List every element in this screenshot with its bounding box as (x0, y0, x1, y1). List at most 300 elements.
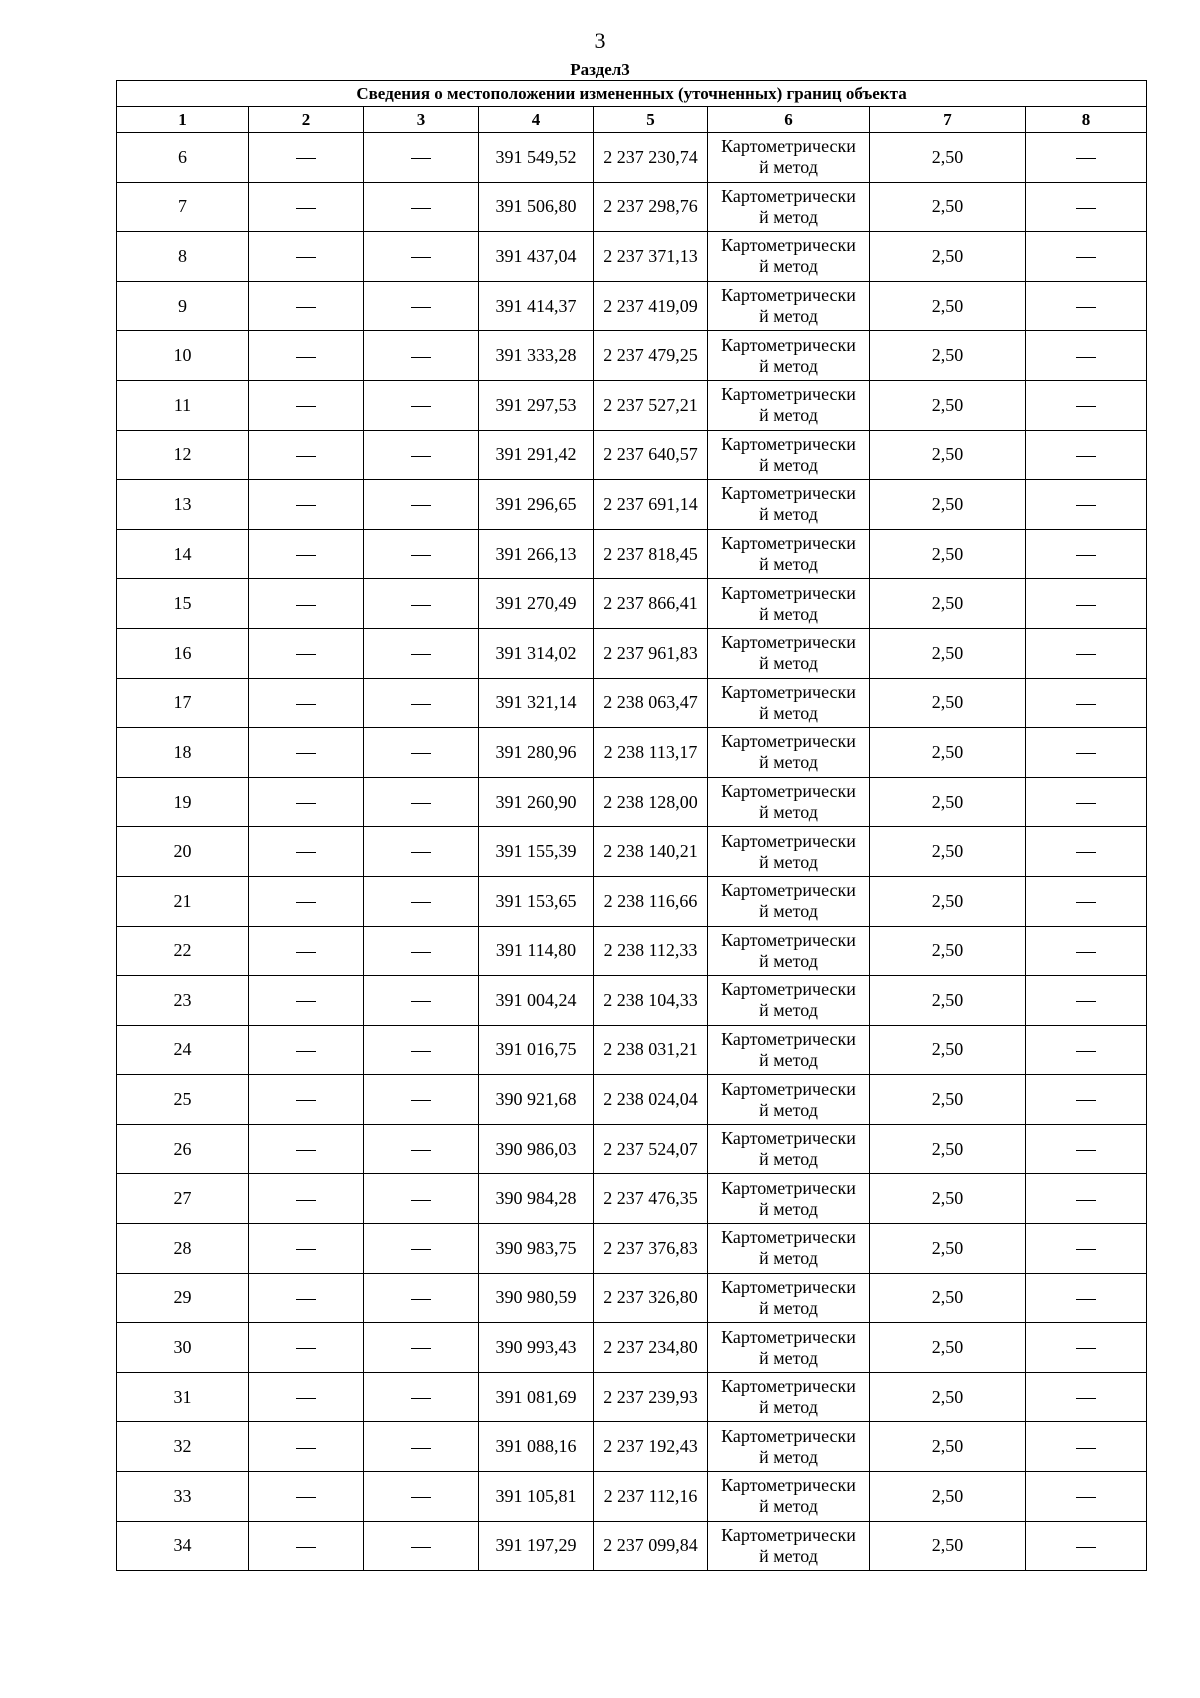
method-text-line2: й метод (759, 504, 818, 525)
dash-mark (1076, 1547, 1096, 1548)
point-number: 18 (117, 728, 249, 778)
method-cell (708, 380, 870, 430)
coordinate-x: 391 506,80 (479, 182, 594, 232)
dash-mark (296, 158, 316, 159)
empty-cell-col2 (249, 628, 364, 678)
coordinate-y: 2 238 104,33 (594, 976, 708, 1026)
method-cell (708, 1372, 870, 1422)
empty-cell-col8 (1026, 1273, 1147, 1323)
method-text-line2: й метод (759, 1446, 818, 1467)
coordinate-x: 391 333,28 (479, 331, 594, 381)
column-number: 1 (117, 107, 249, 133)
empty-cell-col3 (364, 777, 479, 827)
accuracy-value: 2,50 (870, 529, 1026, 579)
method-text-line1: Картометрически (721, 235, 856, 256)
method-cell (708, 1025, 870, 1075)
dash-mark (411, 456, 431, 457)
accuracy-value: 2,50 (870, 133, 1026, 183)
dash-mark (411, 1001, 431, 1002)
method-text-line1: Картометрически (721, 1376, 856, 1397)
boundary-coordinates-table (116, 80, 1147, 1571)
coordinate-x: 391 437,04 (479, 232, 594, 282)
method-cell (708, 1273, 870, 1323)
point-number: 34 (117, 1521, 249, 1571)
dash-mark (411, 1249, 431, 1250)
dash-mark (1076, 605, 1096, 606)
empty-cell-col8 (1026, 480, 1147, 530)
empty-cell-col3 (364, 1372, 479, 1422)
dash-mark (296, 1249, 316, 1250)
method-text-line2: й метод (759, 603, 818, 624)
dash-mark (1076, 852, 1096, 853)
method-cell (708, 827, 870, 877)
table-row (117, 232, 1147, 282)
point-number: 29 (117, 1273, 249, 1323)
dash-mark (1076, 1497, 1096, 1498)
empty-cell-col3 (364, 628, 479, 678)
coordinate-y: 2 237 640,57 (594, 430, 708, 480)
column-number-row (117, 107, 1147, 133)
method-text-line1: Картометрически (721, 433, 856, 454)
dash-mark (411, 605, 431, 606)
method-cell (708, 1124, 870, 1174)
dash-mark (411, 1051, 431, 1052)
coordinate-y: 2 237 112,16 (594, 1472, 708, 1522)
dash-mark (296, 307, 316, 308)
section-title: Раздел3 (570, 60, 630, 79)
method-text-line2: й метод (759, 1099, 818, 1120)
coordinate-x: 390 980,59 (479, 1273, 594, 1323)
coordinate-x: 391 270,49 (479, 579, 594, 629)
dash-mark (1076, 555, 1096, 556)
empty-cell-col3 (364, 480, 479, 530)
dash-mark (296, 555, 316, 556)
empty-cell-col8 (1026, 182, 1147, 232)
method-text-line1: Картометрически (721, 781, 856, 802)
coordinate-x: 391 081,69 (479, 1372, 594, 1422)
method-text-line1: Картометрически (721, 1326, 856, 1347)
method-text-line2: й метод (759, 1198, 818, 1219)
method-cell (708, 728, 870, 778)
accuracy-value: 2,50 (870, 182, 1026, 232)
empty-cell-col3 (364, 728, 479, 778)
table-row (117, 1273, 1147, 1323)
method-cell (708, 628, 870, 678)
empty-cell-col8 (1026, 976, 1147, 1026)
accuracy-value: 2,50 (870, 876, 1026, 926)
coordinate-x: 391 153,65 (479, 876, 594, 926)
empty-cell-col3 (364, 976, 479, 1026)
table-row (117, 1224, 1147, 1274)
empty-cell-col2 (249, 182, 364, 232)
method-text-line1: Картометрически (721, 334, 856, 355)
coordinate-x: 391 280,96 (479, 728, 594, 778)
dash-mark (411, 803, 431, 804)
empty-cell-col3 (364, 1521, 479, 1571)
table-row (117, 628, 1147, 678)
point-number: 24 (117, 1025, 249, 1075)
empty-cell-col2 (249, 579, 364, 629)
table-row (117, 926, 1147, 976)
coordinate-x: 390 921,68 (479, 1075, 594, 1125)
accuracy-value: 2,50 (870, 380, 1026, 430)
point-number: 31 (117, 1372, 249, 1422)
method-text-line1: Картометрически (721, 1227, 856, 1248)
method-text-line2: й метод (759, 405, 818, 426)
accuracy-value: 2,50 (870, 480, 1026, 530)
coordinate-y: 2 237 230,74 (594, 133, 708, 183)
table-row (117, 529, 1147, 579)
accuracy-value: 2,50 (870, 1124, 1026, 1174)
empty-cell-col8 (1026, 1224, 1147, 1274)
coordinate-x: 391 088,16 (479, 1422, 594, 1472)
dash-mark (296, 1348, 316, 1349)
coordinate-x: 391 297,53 (479, 380, 594, 430)
empty-cell-col3 (364, 232, 479, 282)
point-number: 19 (117, 777, 249, 827)
empty-cell-col2 (249, 728, 364, 778)
coordinate-y: 2 237 192,43 (594, 1422, 708, 1472)
empty-cell-col8 (1026, 1521, 1147, 1571)
dash-mark (296, 1100, 316, 1101)
method-cell (708, 1472, 870, 1522)
empty-cell-col2 (249, 480, 364, 530)
table-row (117, 1372, 1147, 1422)
empty-cell-col8 (1026, 579, 1147, 629)
dash-mark (296, 456, 316, 457)
empty-cell-col2 (249, 678, 364, 728)
dash-mark (296, 1051, 316, 1052)
dash-mark (411, 704, 431, 705)
empty-cell-col3 (364, 529, 479, 579)
table-row (117, 1174, 1147, 1224)
dash-mark (1076, 1398, 1096, 1399)
coordinate-x: 390 993,43 (479, 1323, 594, 1373)
method-cell (708, 876, 870, 926)
coordinate-y: 2 237 527,21 (594, 380, 708, 430)
empty-cell-col8 (1026, 1372, 1147, 1422)
empty-cell-col2 (249, 1273, 364, 1323)
coordinate-y: 2 237 239,93 (594, 1372, 708, 1422)
dash-mark (411, 1100, 431, 1101)
point-number: 8 (117, 232, 249, 282)
dash-mark (296, 952, 316, 953)
method-text-line1: Картометрически (721, 185, 856, 206)
coordinate-y: 2 238 031,21 (594, 1025, 708, 1075)
empty-cell-col3 (364, 281, 479, 331)
method-text-line2: й метод (759, 752, 818, 773)
method-text-line2: й метод (759, 355, 818, 376)
empty-cell-col2 (249, 1224, 364, 1274)
dash-mark (1076, 902, 1096, 903)
empty-cell-col2 (249, 430, 364, 480)
method-cell (708, 480, 870, 530)
column-number: 5 (594, 107, 708, 133)
dash-mark (296, 1497, 316, 1498)
empty-cell-col3 (364, 182, 479, 232)
coordinate-y: 2 237 818,45 (594, 529, 708, 579)
method-text-line2: й метод (759, 1049, 818, 1070)
empty-cell-col2 (249, 1472, 364, 1522)
empty-cell-col3 (364, 1025, 479, 1075)
dash-mark (296, 1398, 316, 1399)
empty-cell-col8 (1026, 232, 1147, 282)
table-row (117, 728, 1147, 778)
dash-mark (411, 952, 431, 953)
dash-mark (296, 357, 316, 358)
method-cell (708, 182, 870, 232)
dash-mark (296, 654, 316, 655)
accuracy-value: 2,50 (870, 628, 1026, 678)
empty-cell-col2 (249, 976, 364, 1026)
coordinate-y: 2 237 479,25 (594, 331, 708, 381)
dash-mark (296, 902, 316, 903)
accuracy-value: 2,50 (870, 678, 1026, 728)
empty-cell-col3 (364, 331, 479, 381)
table-row (117, 1124, 1147, 1174)
dash-mark (411, 257, 431, 258)
method-text-line1: Картометрически (721, 136, 856, 157)
accuracy-value: 2,50 (870, 1472, 1026, 1522)
dash-mark (411, 1398, 431, 1399)
method-text-line2: й метод (759, 1397, 818, 1418)
empty-cell-col2 (249, 1422, 364, 1472)
dash-mark (411, 1150, 431, 1151)
coordinate-x: 391 004,24 (479, 976, 594, 1026)
coordinate-y: 2 237 476,35 (594, 1174, 708, 1224)
table-row (117, 777, 1147, 827)
empty-cell-col8 (1026, 1075, 1147, 1125)
dash-mark (296, 803, 316, 804)
method-text-line1: Картометрически (721, 1177, 856, 1198)
method-text-line2: й метод (759, 653, 818, 674)
method-text-line1: Картометрически (721, 582, 856, 603)
method-text-line1: Картометрически (721, 533, 856, 554)
point-number: 15 (117, 579, 249, 629)
dash-mark (1076, 1348, 1096, 1349)
empty-cell-col3 (364, 380, 479, 430)
dash-mark (296, 852, 316, 853)
method-text-line2: й метод (759, 1000, 818, 1021)
dash-mark (1076, 456, 1096, 457)
point-number: 10 (117, 331, 249, 381)
empty-cell-col8 (1026, 876, 1147, 926)
method-cell (708, 281, 870, 331)
dash-mark (296, 1001, 316, 1002)
empty-cell-col3 (364, 876, 479, 926)
accuracy-value: 2,50 (870, 1422, 1026, 1472)
point-number: 28 (117, 1224, 249, 1274)
dash-mark (1076, 1100, 1096, 1101)
dash-mark (411, 902, 431, 903)
dash-mark (1076, 406, 1096, 407)
empty-cell-col3 (364, 1273, 479, 1323)
coordinate-x: 391 197,29 (479, 1521, 594, 1571)
empty-cell-col8 (1026, 133, 1147, 183)
method-text-line1: Картометрически (721, 1078, 856, 1099)
point-number: 11 (117, 380, 249, 430)
method-text-line1: Картометрически (721, 681, 856, 702)
dash-mark (1076, 704, 1096, 705)
empty-cell-col3 (364, 430, 479, 480)
method-text-line2: й метод (759, 702, 818, 723)
empty-cell-col8 (1026, 331, 1147, 381)
dash-mark (411, 357, 431, 358)
empty-cell-col8 (1026, 827, 1147, 877)
method-text-line1: Картометрически (721, 384, 856, 405)
empty-cell-col3 (364, 1075, 479, 1125)
table-row (117, 331, 1147, 381)
accuracy-value: 2,50 (870, 827, 1026, 877)
empty-cell-col2 (249, 1323, 364, 1373)
dash-mark (411, 1348, 431, 1349)
point-number: 7 (117, 182, 249, 232)
coordinate-y: 2 238 113,17 (594, 728, 708, 778)
table-row (117, 1472, 1147, 1522)
accuracy-value: 2,50 (870, 232, 1026, 282)
empty-cell-col8 (1026, 926, 1147, 976)
dash-mark (1076, 1001, 1096, 1002)
point-number: 25 (117, 1075, 249, 1125)
coordinate-y: 2 237 691,14 (594, 480, 708, 530)
empty-cell-col2 (249, 1124, 364, 1174)
coordinate-y: 2 238 024,04 (594, 1075, 708, 1125)
method-text-line1: Картометрически (721, 830, 856, 851)
table-row (117, 1521, 1147, 1571)
empty-cell-col3 (364, 1124, 479, 1174)
dash-mark (411, 852, 431, 853)
dash-mark (1076, 753, 1096, 754)
method-text-line2: й метод (759, 1297, 818, 1318)
method-cell (708, 1224, 870, 1274)
dash-mark (296, 1150, 316, 1151)
coordinate-x: 391 314,02 (479, 628, 594, 678)
coordinate-x: 390 986,03 (479, 1124, 594, 1174)
accuracy-value: 2,50 (870, 777, 1026, 827)
coordinate-y: 2 237 234,80 (594, 1323, 708, 1373)
empty-cell-col2 (249, 380, 364, 430)
point-number: 27 (117, 1174, 249, 1224)
empty-cell-col8 (1026, 628, 1147, 678)
coordinate-y: 2 237 326,80 (594, 1273, 708, 1323)
empty-cell-col3 (364, 133, 479, 183)
coordinate-y: 2 238 140,21 (594, 827, 708, 877)
accuracy-value: 2,50 (870, 579, 1026, 629)
accuracy-value: 2,50 (870, 728, 1026, 778)
method-text-line2: й метод (759, 256, 818, 277)
coordinate-x: 391 155,39 (479, 827, 594, 877)
empty-cell-col8 (1026, 1124, 1147, 1174)
dash-mark (296, 406, 316, 407)
method-text-line1: Картометрически (721, 1425, 856, 1446)
method-cell (708, 1174, 870, 1224)
dash-mark (411, 753, 431, 754)
method-text-line2: й метод (759, 901, 818, 922)
accuracy-value: 2,50 (870, 1323, 1026, 1373)
method-text-line1: Картометрически (721, 285, 856, 306)
method-text-line1: Картометрически (721, 1475, 856, 1496)
method-text-line2: й метод (759, 950, 818, 971)
method-cell (708, 331, 870, 381)
table-row (117, 480, 1147, 530)
dash-mark (1076, 1299, 1096, 1300)
empty-cell-col2 (249, 331, 364, 381)
empty-cell-col8 (1026, 1174, 1147, 1224)
dash-mark (411, 1497, 431, 1498)
method-text-line2: й метод (759, 1347, 818, 1368)
method-cell (708, 777, 870, 827)
method-cell (708, 232, 870, 282)
empty-cell-col8 (1026, 1472, 1147, 1522)
accuracy-value: 2,50 (870, 1174, 1026, 1224)
empty-cell-col2 (249, 1521, 364, 1571)
coordinate-y: 2 237 866,41 (594, 579, 708, 629)
method-cell (708, 678, 870, 728)
method-text-line2: й метод (759, 851, 818, 872)
coordinate-y: 2 237 298,76 (594, 182, 708, 232)
dash-mark (296, 1448, 316, 1449)
empty-cell-col8 (1026, 1025, 1147, 1075)
table-row (117, 281, 1147, 331)
dash-mark (1076, 1200, 1096, 1201)
coordinate-x: 391 016,75 (479, 1025, 594, 1075)
accuracy-value: 2,50 (870, 1273, 1026, 1323)
empty-cell-col2 (249, 1372, 364, 1422)
dash-mark (296, 505, 316, 506)
dash-mark (296, 1299, 316, 1300)
empty-cell-col3 (364, 1472, 479, 1522)
coordinate-y: 2 237 099,84 (594, 1521, 708, 1571)
coordinate-y: 2 238 063,47 (594, 678, 708, 728)
dash-mark (411, 1200, 431, 1201)
method-text-line2: й метод (759, 1545, 818, 1566)
accuracy-value: 2,50 (870, 1224, 1026, 1274)
column-number: 4 (479, 107, 594, 133)
coordinate-y: 2 237 371,13 (594, 232, 708, 282)
dash-mark (1076, 307, 1096, 308)
empty-cell-col8 (1026, 1323, 1147, 1373)
table-caption-row (117, 81, 1147, 107)
table-row (117, 1422, 1147, 1472)
method-text-line1: Картометрически (721, 979, 856, 1000)
coordinate-x: 391 414,37 (479, 281, 594, 331)
dash-mark (296, 753, 316, 754)
method-text-line1: Картометрически (721, 483, 856, 504)
method-cell (708, 529, 870, 579)
dash-mark (411, 158, 431, 159)
point-number: 6 (117, 133, 249, 183)
empty-cell-col3 (364, 1174, 479, 1224)
method-text-line1: Картометрически (721, 880, 856, 901)
method-text-line2: й метод (759, 1248, 818, 1269)
accuracy-value: 2,50 (870, 976, 1026, 1026)
point-number: 32 (117, 1422, 249, 1472)
table-row (117, 827, 1147, 877)
empty-cell-col2 (249, 926, 364, 976)
point-number: 21 (117, 876, 249, 926)
method-cell (708, 430, 870, 480)
table-row (117, 1025, 1147, 1075)
method-text-line2: й метод (759, 802, 818, 823)
dash-mark (1076, 1448, 1096, 1449)
method-cell (708, 1323, 870, 1373)
point-number: 30 (117, 1323, 249, 1373)
empty-cell-col3 (364, 1224, 479, 1274)
empty-cell-col3 (364, 1422, 479, 1472)
coordinate-y: 2 238 128,00 (594, 777, 708, 827)
accuracy-value: 2,50 (870, 331, 1026, 381)
page-number: 3 (594, 28, 606, 53)
